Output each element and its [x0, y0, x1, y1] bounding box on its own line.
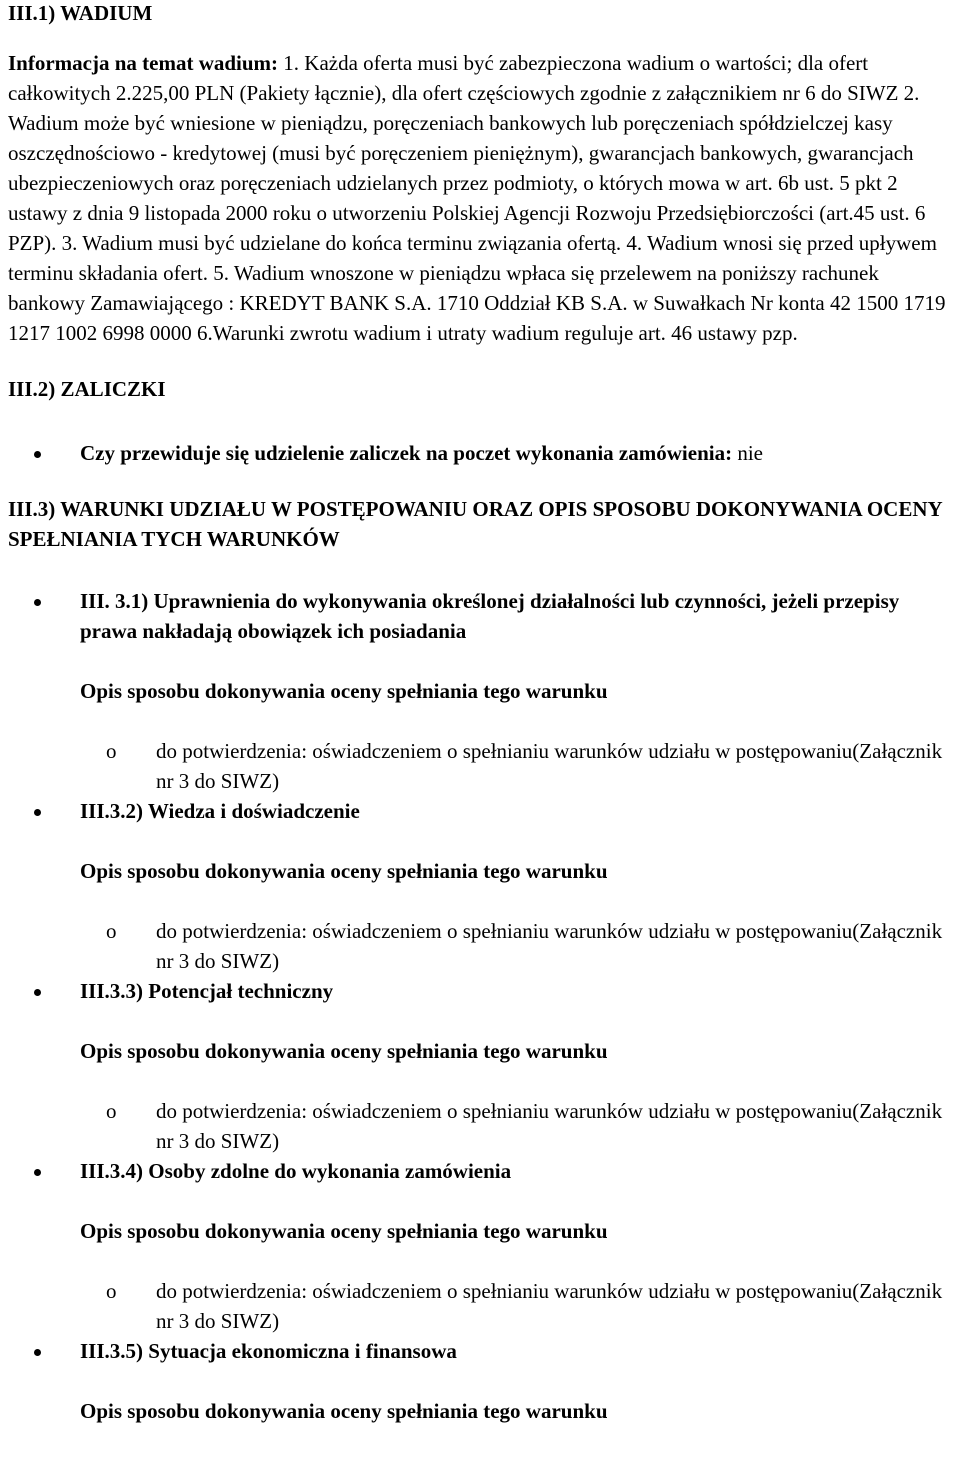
opis-heading: Opis sposobu dokonywania oceny spełniania tego warunku: [80, 859, 608, 883]
opis-heading: Opis sposobu dokonywania oceny spełniania tego warunku: [80, 679, 608, 703]
wadium-paragraph: [8, 48, 952, 348]
list-item: [8, 976, 952, 1006]
list-item: [8, 1156, 952, 1186]
condition-title: III.3.4) Osoby zdolne do wykonania zamówienia: [80, 1159, 512, 1183]
zaliczki-question: Czy przewiduje się udzielenie zaliczek na poczet wykonania zamówienia:: [80, 441, 733, 465]
warunki-list: [8, 586, 952, 646]
sub-bullet-marker: o: [106, 739, 117, 763]
section-heading-wadium: III.1) WADIUM: [8, 1, 153, 25]
sub-bullet-marker: o: [106, 919, 117, 943]
condition-detail-text: do potwierdzenia: oświadczeniem o spełnianiu warunków udziału w postępowaniu(Załącznik nr 3 do SIWZ): [156, 739, 943, 793]
list-item: [8, 586, 952, 646]
section-heading-warunki: III.3) WARUNKI UDZIAŁU W POSTĘPOWANIU ORAZ OPIS SPOSOBU DOKONYWANIA OCENY SPEŁNIANIA TYCH WARUNKÓW: [8, 497, 942, 551]
condition-detail: [8, 916, 952, 976]
document-page: [8, 0, 952, 1426]
condition-title: III.3.3) Potencjał techniczny: [80, 979, 334, 1003]
condition-detail-text: do potwierdzenia: oświadczeniem o spełnianiu warunków udziału w postępowaniu(Załącznik nr 3 do SIWZ): [156, 919, 943, 973]
condition-title: III.3.2) Wiedza i doświadczenie: [80, 799, 360, 823]
opis-heading: Opis sposobu dokonywania oceny spełniania tego warunku: [80, 1039, 608, 1063]
wadium-lead: Informacja na temat wadium:: [8, 51, 279, 75]
condition-title: III. 3.1) Uprawnienia do wykonywania określonej działalności lub czynności, jeżeli przepisy prawa nakładają obowiązek ich posiadania: [80, 589, 900, 643]
opis-heading: Opis sposobu dokonywania oceny spełniania tego warunku: [80, 1219, 608, 1243]
zaliczki-list: [8, 438, 952, 468]
list-item: [8, 438, 952, 468]
warunki-list-4: [8, 1156, 952, 1186]
condition-detail: [8, 736, 952, 796]
zaliczki-answer: nie: [732, 441, 763, 465]
condition-title: III.3.5) Sytuacja ekonomiczna i finansowa: [80, 1339, 457, 1363]
sub-bullet-marker: o: [106, 1279, 117, 1303]
list-item: [8, 1336, 952, 1366]
warunki-list-3: [8, 976, 952, 1006]
list-item: [8, 796, 952, 826]
sub-bullet-marker: o: [106, 1099, 117, 1123]
wadium-body: 1. Każda oferta musi być zabezpieczona wadium o wartości; dla ofert całkowitych 2.225,00 PLN (Pakiety łącznie), dla ofert częściowych zgodnie z załącznikiem nr 6 do SIWZ 2. Wadium może być wniesione w pieniądzu, poręczeniach bankowych lub poręczeniach spółdzielczej kasy oszczędnościowo - kredytowej (musi być poręczeniem pieniężnym), gwarancjach bankowych, gwarancjach ubezpieczeniowych oraz poręczeniach udzielanych przez podmioty, o których mowa w art. 6b ust. 5 pkt 2 ustawy z dnia 9 listopada 2000 roku o utworzeniu Polskiej Agencji Rozwoju Przedsiębiorczości (art.45 ust. 6 PZP). 3. Wadium musi być udzielane do końca terminu związania ofertą. 4. Wadium wnosi się przed upływem terminu składania ofert. 5. Wadium wnoszone w pieniądzu wpłaca się przelewem na poniższy rachunek bankowy Zamawiającego : KREDYT BANK S.A. 1710 Oddział KB S.A. w Suwałkach Nr konta 42 1500 1719 1217 1002 6998 0000 6.Warunki zwrotu wadium i utraty wadium reguluje art. 46 ustawy pzp.: [8, 51, 946, 345]
warunki-list-2: [8, 796, 952, 826]
condition-detail-text: do potwierdzenia: oświadczeniem o spełnianiu warunków udziału w postępowaniu(Załącznik nr 3 do SIWZ): [156, 1099, 943, 1153]
condition-detail: [8, 1276, 952, 1336]
opis-heading: Opis sposobu dokonywania oceny spełniania tego warunku: [80, 1399, 608, 1423]
warunki-list-5: [8, 1336, 952, 1366]
section-heading-zaliczki: III.2) ZALICZKI: [8, 377, 166, 401]
condition-detail: [8, 1096, 952, 1156]
condition-detail-text: do potwierdzenia: oświadczeniem o spełnianiu warunków udziału w postępowaniu(Załącznik nr 3 do SIWZ): [156, 1279, 943, 1333]
